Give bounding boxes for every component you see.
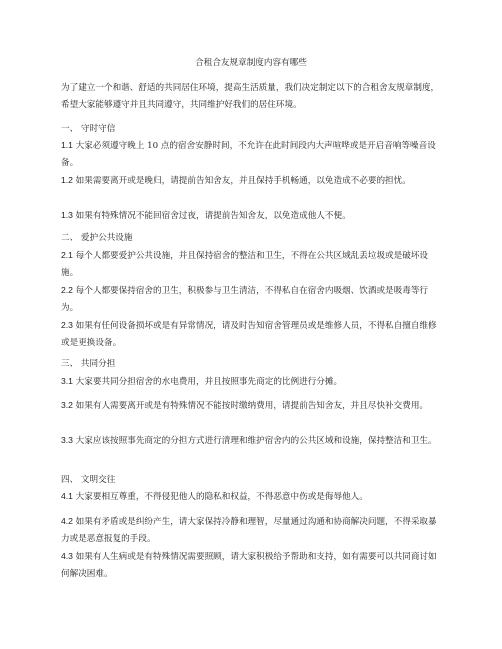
clause-text: 大家要相互尊重，不得侵犯他人的隐私和权益，不得恶意中伤或是侮辱他人。 — [72, 492, 368, 502]
clause-number: 3.1 — [61, 376, 73, 386]
clause-number: 4.2 — [61, 516, 73, 526]
clause-number: 3.3 — [61, 435, 73, 445]
clause-number: 4.1 — [61, 491, 73, 501]
clause-text: 如果有特殊情况不能回宿舍过夜，请提前告知舍友，以免造成他人不便。 — [72, 211, 351, 221]
clause-number: 2.3 — [61, 320, 73, 330]
intro-paragraph: 为了建立一个和谐、舒适的共同居住环境，提高生活质量，我们决定制定以下的合租舍友规章制度，希望大家能够遵守并且共同遵守，共同维护好我们的居住环境。 — [61, 83, 440, 110]
clause-paragraph — [61, 373, 441, 391]
section-heading: 二、 爱护公共设施 — [61, 233, 133, 243]
clause-paragraph — [61, 282, 441, 316]
clause-number: 3.2 — [61, 400, 73, 410]
clause-text: 如果有人生病或是有特殊情况需要照顾，请大家积极给予帮助和支持，如有需要可以共同商讨如何解决困难。 — [61, 552, 437, 579]
clause-text: 如果有矛盾或是纠纷产生，请大家保持冷静和理智，尽量通过沟通和协商解决问题，不得采取暴力或是恶意报复的手段。 — [61, 517, 437, 544]
clause-paragraph — [61, 207, 441, 225]
clause-paragraph — [61, 317, 441, 351]
clause-paragraph — [61, 397, 441, 415]
clause-text: 大家应该按照事先商定的分担方式进行清理和维护宿舍内的公共区域和设施，保持整洁和卫生。 — [72, 436, 437, 446]
clause-paragraph — [61, 247, 441, 281]
clause-text: 大家必须遵守晚上 10 点的宿舍安静时间，不允许在此时间段内大声喧哗或是开启音响等噪音设备。 — [61, 141, 436, 168]
clause-number: 2.1 — [61, 250, 73, 260]
section-heading: 四、 文明交往 — [61, 475, 116, 485]
clause-text: 如果有任何设备损坏或是有异常情况，请及时告知宿舍管理员或是维修人员，不得私自擅自维修或是更换设备。 — [61, 321, 437, 348]
clause-paragraph — [61, 548, 441, 582]
clause-paragraph — [61, 172, 441, 190]
clause-text: 如果有人需要离开或是有特殊情况不能按时缴纳费用，请提前告知舍友，并且尽快补交费用。 — [72, 401, 429, 411]
clause-number: 4.3 — [61, 551, 73, 561]
clause-number: 1.2 — [61, 175, 73, 185]
clause-number: 1.3 — [61, 210, 73, 220]
clause-paragraph — [61, 137, 441, 171]
section-heading: 一、 守时守信 — [61, 124, 116, 134]
clause-number: 2.2 — [61, 285, 73, 295]
document-title: 合租合友规章制度内容有哪些 — [195, 58, 307, 68]
clause-text: 如果需要离开或是晚归，请提前告知舍友，并且保持手机畅通，以免造成不必要的担忧。 — [72, 176, 411, 186]
clause-paragraph — [61, 513, 441, 547]
clause-paragraph — [61, 488, 441, 506]
clause-text: 每个人都要爱护公共设施，并且保持宿舍的整洁和卫生，不得在公共区域乱丢垃圾或是破坏设施。 — [61, 251, 429, 278]
clause-text: 大家要共同分担宿舍的水电费用，并且按照事先商定的比例进行分摊。 — [72, 377, 343, 387]
clause-text: 每个人都要保持宿舍的卫生，积极参与卫生清洁，不得私自在宿舍内吸烟、饮酒或是吸毒等行为。 — [61, 286, 429, 313]
clause-paragraph — [61, 432, 441, 450]
section-heading: 三、 共同分担 — [61, 359, 116, 369]
clause-number: 1.1 — [61, 140, 73, 150]
